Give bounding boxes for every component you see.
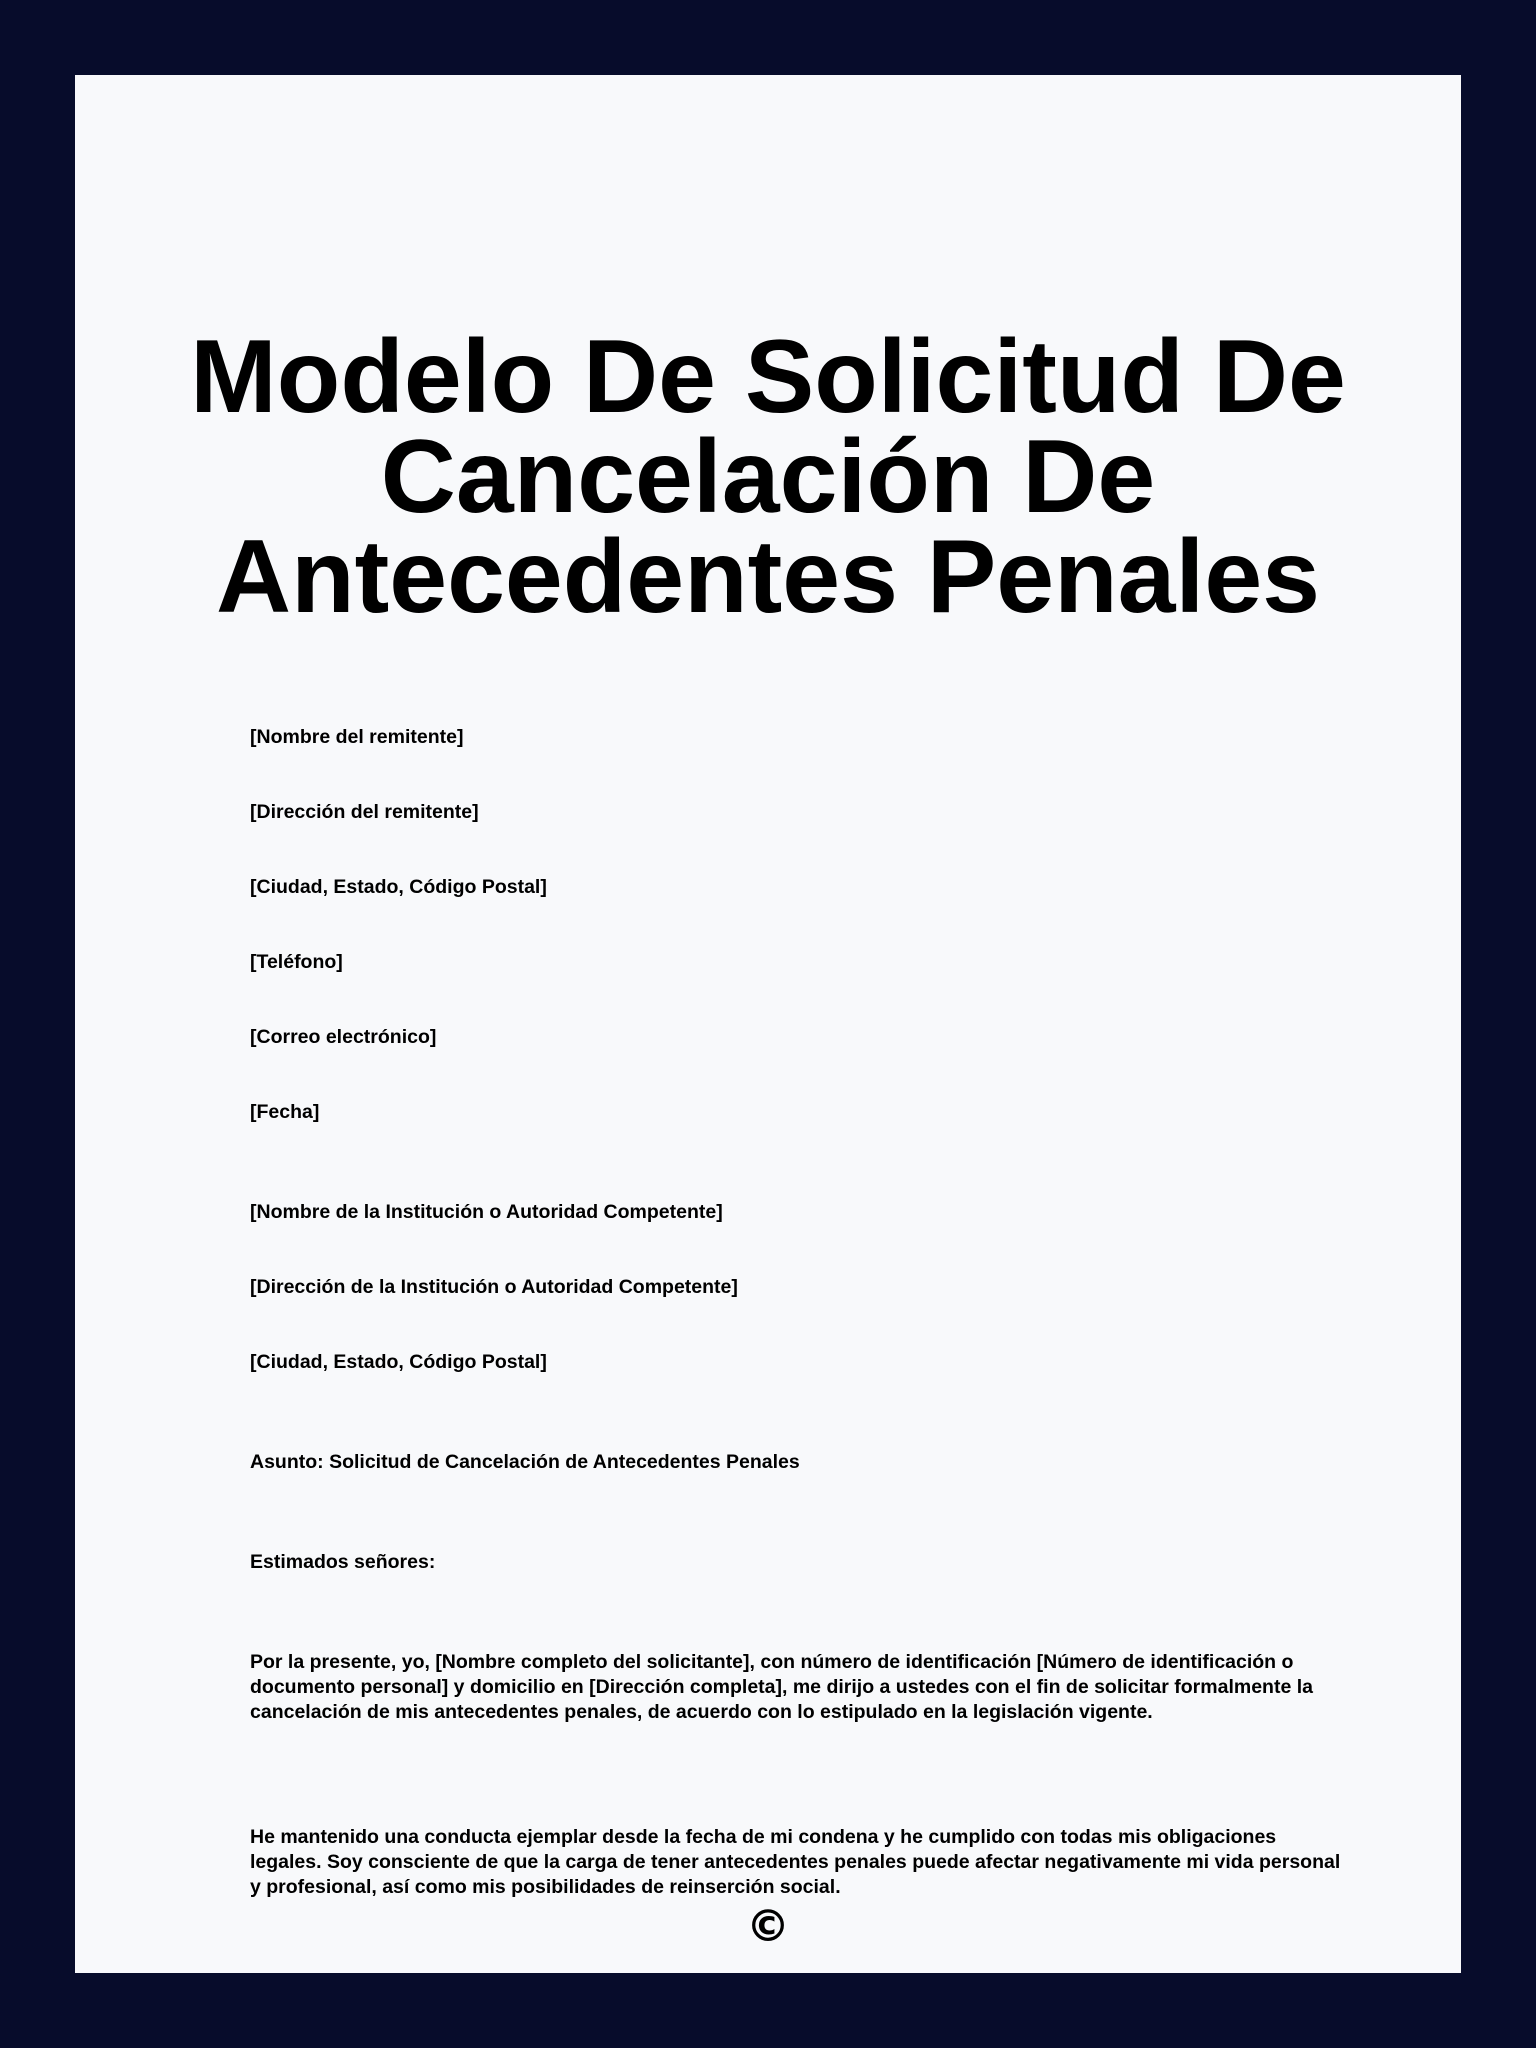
document-title	[75, 319, 1461, 635]
recipient-city: [Ciudad, Estado, Código Postal]	[250, 1351, 547, 1373]
title-line: Cancelación De	[380, 419, 1156, 535]
recipient-address: [Dirección de la Institución o Autoridad Competente]	[250, 1276, 738, 1298]
letter-subject: Asunto: Solicitud de Cancelación de Antecedentes Penales	[250, 1451, 800, 1473]
letter-greeting: Estimados señores:	[250, 1551, 436, 1573]
sender-phone: [Teléfono]	[250, 951, 343, 973]
title-line: Modelo De Solicitud De	[190, 319, 1346, 435]
sender-address: [Dirección del remitente]	[250, 801, 479, 823]
letter-paragraph-2: He mantenido una conducta ejemplar desde la fecha de mi condena y he cumplido con todas mis obligaciones legales. Soy consciente de que la carga de tener antecedentes penales puede afectar negativamente mi vida personal y profesional, así como mis posibilidades de reinserción social.	[250, 1826, 1341, 1898]
letter-paragraph-1: Por la presente, yo, [Nombre completo del solicitante], con número de identificación [Número de identificación o documento personal] y domicilio en [Dirección completa], me dirijo a ustedes con el fin de solicitar formalmente la cancelación de mis antecedentes penales, de acuerdo con lo estipulado en la legislación vigente.	[250, 1651, 1313, 1723]
sender-email: [Correo electrónico]	[250, 1026, 437, 1048]
copyright-icon: ©	[746, 1901, 790, 1952]
sender-city: [Ciudad, Estado, Código Postal]	[250, 876, 547, 898]
title-line: Antecedentes Penales	[215, 519, 1321, 635]
sender-name: [Nombre del remitente]	[250, 726, 464, 748]
letter-date: [Fecha]	[250, 1101, 320, 1123]
recipient-name: [Nombre de la Institución o Autoridad Competente]	[250, 1201, 723, 1223]
document-page	[75, 75, 1461, 1973]
